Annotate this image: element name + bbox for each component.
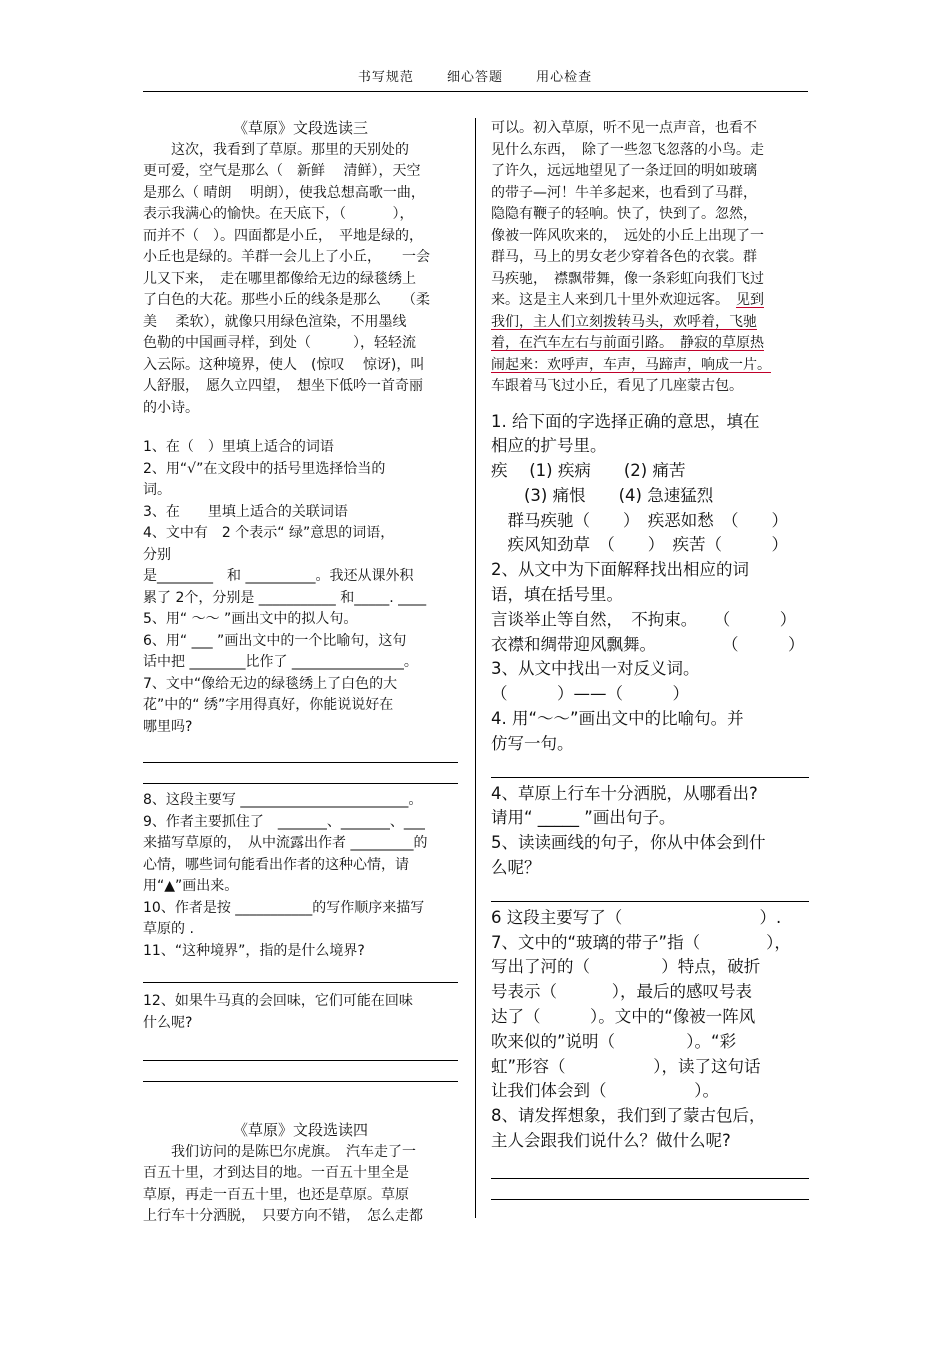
underlined-passage: 见到 我们，主人们立刻拨转马头，欢呼着，飞驰 着，在汽车左右与前面引路。 静寂的草原热 闹起来：欢呼声，车声，马蹄声，响成一片。 bbox=[491, 292, 771, 373]
passage-text-a: 可以。初入草原，听不见一点声音，也看不 见什么东西， 除了一些忽飞忽落的小鸟。走 了许久，远远地望见了一条迂回的明如玻璃 的带子—河！牛羊多起来，也看到了马群， 隐隐有鞭子的轻响。快了，快到了。忽然， 像被一阵风吹来的， 远处的小丘上出现了一 群马，马上的男女老少穿着各色的衣裳。群 马疾驰， 襟飘带舞，像一条彩虹向我们飞过 来。这是主人来到几十里外欢迎远客。 bbox=[491, 120, 764, 308]
answer-line[interactable] bbox=[143, 763, 458, 784]
s4-question-3: 3、从文中找出一对反义词。 （ ）——（ ） bbox=[491, 659, 700, 704]
left-column bbox=[143, 118, 458, 1228]
s4-question-4: 4. 用“～～”画出文中的比喻句。并 仿写一句。 bbox=[491, 709, 744, 753]
s4-question-2: 2、从文中为下面解释找出相应的词 语，填在括号里。 言谈举止等自然， 不拘束。 （ ） 衣襟和绸带迎风飘舞。 （ ） bbox=[491, 560, 805, 654]
answer-line[interactable] bbox=[143, 1040, 458, 1061]
section4-questions bbox=[491, 410, 809, 1200]
s3-question-1: 1、在（ ）里填上适合的词语 bbox=[143, 439, 334, 455]
answer-line[interactable] bbox=[491, 757, 809, 778]
answer-line[interactable] bbox=[143, 962, 458, 983]
section3-passage: 这次，我看到了草原。那里的天别处的 更可爱，空气是那么（ 新鲜 清鲜），天空 是那么（ 晴朗 明朗），使我总想高歌一曲， 表示我满心的愉快。在天底下，（ ）， 而并不（ ）。四面都是小丘， 平地是绿的， 小丘也是绿的。羊群一会儿上了小丘， 一会 儿又下来， 走在哪里都像给无边的绿毯绣上 了白色的大花。那些小丘的线条是那么 （柔 美 柔软），就像只用绿色渲染，不用墨线 色勒的中国画寻样，到处（ ），轻轻流 入云际。这种境界，使人 (惊叹 惊讶)，叫 人舒服， 愿久立四望， 想坐下低吟一首奇丽 的小诗。 bbox=[143, 141, 430, 416]
answer-line[interactable] bbox=[491, 881, 809, 902]
answer-line[interactable] bbox=[491, 1179, 809, 1200]
s3-question-6: 6、用“ ___ ”画出文中的一个比喻句，这句 话中把 ________比作了 ________________。 bbox=[143, 632, 418, 670]
section3-questions bbox=[143, 437, 458, 1082]
header-item-1: 书写规范 bbox=[357, 70, 414, 85]
s4-question-6: 6 这段主要写了（ ）. bbox=[491, 907, 782, 927]
s3-question-4: 4、文中有 2 个表示“ 绿”意思的词语， 分别 是________ 和 __________。我还从课外积 累了 2个，分别是 ___________ 和_____. ____ bbox=[143, 525, 427, 606]
s3-question-10: 10、作者是按 ___________的写作顺序来描写 草原的 . bbox=[143, 899, 425, 937]
section4-passage-start: 我们访问的是陈巴尔虎旗。 汽车走了一 百五十里，才到达目的地。一百五十里全是 草原，再走一百五十里，也还是草原。草原 上行车十分洒脱， 只要方向不错， 怎么走都 bbox=[143, 1143, 423, 1224]
answer-line[interactable] bbox=[143, 742, 458, 763]
section3-title: 《草原》文段选读三 bbox=[232, 119, 368, 137]
s3-question-8: 8、这段主要写 ________________________。 bbox=[143, 792, 423, 808]
s3-question-7: 7、文中“像给无边的绿毯绣上了白色的大 花”中的“ 绣”字用得真好，你能说说好在 哪里吗? bbox=[143, 675, 398, 735]
s3-question-2: 2、用“√”在文段中的括号里选择恰当的 词。 bbox=[143, 460, 386, 498]
answer-line[interactable] bbox=[143, 1061, 458, 1082]
header-rule bbox=[143, 91, 808, 92]
page-header bbox=[0, 66, 950, 85]
section4-passage-continued bbox=[491, 118, 809, 398]
s4-question-8: 8、请发挥想象，我们到了蒙古包后， 主人会跟我们说什么？做什么呢? bbox=[491, 1106, 766, 1151]
header-item-2: 细心答题 bbox=[446, 70, 503, 85]
section4-title: 《草原》文段选读四 bbox=[232, 1121, 368, 1139]
s4-question-4b: 4、草原上行车十分洒脱，从哪看出? 请用“ _____ ”画出句子。 bbox=[491, 783, 758, 828]
s4-question-5: 5、读读画线的句子，你从中体会到什 么呢？ bbox=[491, 833, 766, 878]
s3-question-11: 11、“这种境界”，指的是什么境界? bbox=[143, 942, 365, 959]
right-column bbox=[491, 118, 809, 1200]
column-divider bbox=[475, 118, 476, 1218]
s3-question-12: 12、如果牛马真的会回味，它们可能在回味 什么呢? bbox=[143, 993, 413, 1031]
header-item-3: 用心检查 bbox=[536, 70, 593, 85]
s4-question-7: 7、文中的“玻璃的带子”指（ ）， 写出了河的（ ）特点，破折 号表示（ ），最后的感叹号表 达了（ ）。文中的“像被一阵风 吹来似的”说明（ ）。“彩 虹”形容（ ），读了这句话 让我们体会到（ ）。 bbox=[491, 932, 791, 1101]
passage-text-b: 车跟着马飞过小丘，看见了几座蒙古包。 bbox=[491, 378, 743, 394]
s3-question-5: 5、用“ ～～ ”画出文中的拟人句。 bbox=[143, 611, 358, 627]
answer-line[interactable] bbox=[491, 1158, 809, 1179]
s3-question-3: 3、在 里填上适合的关联词语 bbox=[143, 503, 348, 520]
s4-question-1: 1. 给下面的字选择正确的意思，填在 相应的扩号里。 疾 (1) 疾病 (2) 痛苦 (3) 痛恨 (4) 急速猛烈 群马疾驰（ ） 疾恶如愁 （ ） 疾风知劲草 （ ） 疾苦（ ） bbox=[491, 411, 788, 555]
s3-question-9: 9、作者主要抓住了 _______、_______、___ 来描写草原的， 从中流露出作者 _________的 心情，哪些词句能看出作者的这种心情，请 用“▲”画出来。 bbox=[143, 813, 428, 894]
